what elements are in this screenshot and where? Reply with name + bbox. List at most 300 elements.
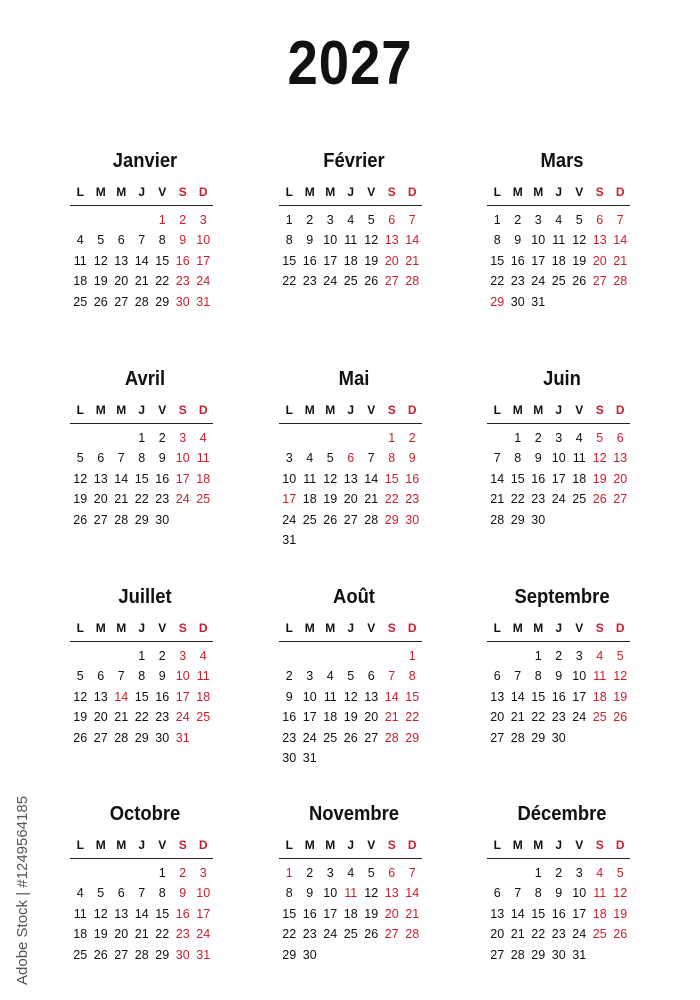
day-cell: 1 bbox=[408, 649, 416, 663]
day-cell: 27 bbox=[93, 512, 108, 527]
day-cell: 3 bbox=[534, 213, 542, 227]
day-cell: 8 bbox=[158, 233, 166, 248]
day-cell: 6 bbox=[97, 451, 105, 466]
day-cell: 28 bbox=[510, 730, 525, 745]
day-cell: 9 bbox=[555, 669, 563, 684]
day-cell: 12 bbox=[93, 906, 108, 921]
weekday-label: V bbox=[158, 838, 167, 852]
day-cell: 23 bbox=[302, 927, 317, 942]
day-cell: 10 bbox=[302, 689, 317, 704]
day-cell: 6 bbox=[388, 866, 396, 880]
header-divider bbox=[70, 205, 213, 206]
empty-cell bbox=[111, 428, 132, 448]
day-cell: 16 bbox=[282, 710, 297, 725]
day-cell: 23 bbox=[510, 274, 525, 289]
day-cell: 8 bbox=[493, 233, 501, 248]
day-cell: 9 bbox=[306, 233, 314, 248]
month-name: Novembre bbox=[309, 803, 399, 825]
day-cell: 17 bbox=[572, 906, 587, 921]
day-cell: 21 bbox=[384, 710, 399, 725]
day-cell: 28 bbox=[405, 927, 420, 942]
day-cell: 27 bbox=[592, 274, 607, 289]
day-cell: 3 bbox=[575, 866, 583, 880]
weekday-label: D bbox=[407, 185, 417, 199]
day-cell: 24 bbox=[282, 512, 297, 527]
month-name: Mars bbox=[540, 150, 584, 172]
weekday-header bbox=[279, 184, 429, 200]
day-cell: 10 bbox=[175, 451, 190, 466]
weekday-label: M bbox=[95, 621, 106, 635]
stock-credit bbox=[14, 755, 30, 985]
day-grid bbox=[487, 863, 631, 965]
day-cell: 23 bbox=[155, 710, 170, 725]
day-cell: 7 bbox=[367, 451, 375, 466]
weekday-label: M bbox=[304, 403, 315, 417]
day-cell: 14 bbox=[613, 233, 628, 248]
weekday-label: M bbox=[325, 185, 336, 199]
day-cell: 25 bbox=[73, 294, 88, 309]
day-cell: 22 bbox=[531, 927, 546, 942]
year-title: 2027 bbox=[287, 29, 413, 98]
weekday-label: D bbox=[407, 403, 417, 417]
day-cell: 5 bbox=[367, 866, 375, 880]
day-cell: 6 bbox=[493, 886, 501, 901]
empty-cell bbox=[91, 646, 112, 666]
weekday-label: M bbox=[512, 185, 523, 199]
day-cell: 21 bbox=[405, 906, 420, 921]
day-cell: 30 bbox=[282, 750, 297, 765]
day-cell: 20 bbox=[343, 492, 358, 507]
day-cell: 16 bbox=[405, 471, 420, 486]
day-cell: 11 bbox=[73, 253, 87, 268]
weekday-label: L bbox=[76, 838, 84, 852]
day-cell: 26 bbox=[93, 947, 108, 962]
day-cell: 26 bbox=[343, 730, 358, 745]
day-cell: 25 bbox=[343, 927, 358, 942]
day-cell: 23 bbox=[175, 274, 190, 289]
day-cell: 14 bbox=[114, 471, 129, 486]
day-cell: 21 bbox=[510, 927, 525, 942]
day-cell: 8 bbox=[138, 451, 146, 466]
weekday-label: J bbox=[138, 403, 146, 417]
day-cell: 16 bbox=[155, 471, 170, 486]
day-cell: 13 bbox=[93, 471, 108, 486]
day-cell: 10 bbox=[175, 669, 190, 684]
weekday-header bbox=[279, 620, 429, 636]
day-cell: 7 bbox=[616, 213, 624, 227]
day-cell: 15 bbox=[531, 689, 546, 704]
day-grid bbox=[70, 428, 214, 530]
weekday-label: M bbox=[533, 403, 544, 417]
day-cell: 4 bbox=[347, 213, 355, 227]
day-cell: 19 bbox=[343, 710, 358, 725]
day-cell: 24 bbox=[572, 927, 587, 942]
day-cell: 11 bbox=[344, 886, 358, 901]
day-cell: 7 bbox=[514, 669, 522, 684]
weekday-label: V bbox=[367, 621, 376, 635]
day-cell: 18 bbox=[592, 689, 607, 704]
day-cell: 26 bbox=[364, 927, 379, 942]
day-cell: 1 bbox=[388, 431, 396, 445]
weekday-label: M bbox=[533, 185, 544, 199]
day-cell: 23 bbox=[405, 492, 420, 507]
day-cell: 4 bbox=[76, 886, 84, 901]
day-cell: 23 bbox=[551, 927, 566, 942]
day-cell: 22 bbox=[282, 274, 297, 289]
empty-cell bbox=[111, 863, 132, 883]
day-cell: 20 bbox=[114, 274, 129, 289]
day-cell: 23 bbox=[175, 927, 190, 942]
day-cell: 20 bbox=[490, 927, 505, 942]
month-name: Juillet bbox=[118, 586, 172, 608]
month-block bbox=[70, 148, 220, 312]
day-cell: 20 bbox=[93, 492, 108, 507]
month-block bbox=[487, 148, 637, 312]
day-cell: 13 bbox=[384, 233, 399, 248]
day-cell: 19 bbox=[73, 492, 88, 507]
day-cell: 23 bbox=[155, 492, 170, 507]
day-cell: 15 bbox=[384, 471, 399, 486]
weekday-label: M bbox=[95, 838, 106, 852]
weekday-label: D bbox=[198, 838, 208, 852]
day-cell: 27 bbox=[114, 947, 129, 962]
weekday-label: S bbox=[595, 185, 604, 199]
day-cell: 2 bbox=[514, 213, 522, 227]
day-cell: 30 bbox=[175, 294, 190, 309]
day-cell: 7 bbox=[117, 451, 125, 466]
day-cell: 5 bbox=[616, 649, 624, 663]
empty-cell bbox=[487, 863, 508, 883]
day-cell: 7 bbox=[408, 213, 416, 227]
weekday-label: M bbox=[304, 185, 315, 199]
day-cell: 8 bbox=[534, 669, 542, 684]
weekday-label: L bbox=[493, 621, 501, 635]
day-cell: 1 bbox=[493, 213, 501, 227]
day-cell: 9 bbox=[179, 886, 187, 901]
empty-cell bbox=[320, 428, 341, 448]
day-cell: 2 bbox=[534, 431, 542, 445]
day-cell: 26 bbox=[613, 927, 628, 942]
day-cell: 24 bbox=[302, 730, 317, 745]
weekday-label: J bbox=[555, 838, 563, 852]
day-cell: 1 bbox=[138, 649, 146, 663]
header-divider bbox=[279, 858, 422, 859]
day-cell: 29 bbox=[134, 730, 149, 745]
day-cell: 27 bbox=[93, 730, 108, 745]
weekday-label: D bbox=[407, 621, 417, 635]
day-cell: 29 bbox=[384, 512, 399, 527]
day-cell: 3 bbox=[555, 431, 563, 445]
day-cell: 30 bbox=[510, 294, 525, 309]
day-cell: 22 bbox=[155, 274, 170, 289]
day-cell: 13 bbox=[613, 451, 628, 466]
weekday-label: S bbox=[387, 621, 396, 635]
day-cell: 3 bbox=[326, 213, 334, 227]
day-cell: 31 bbox=[196, 294, 211, 309]
weekday-label: D bbox=[407, 838, 417, 852]
day-cell: 3 bbox=[199, 866, 207, 880]
day-cell: 19 bbox=[613, 689, 628, 704]
weekday-label: L bbox=[76, 185, 84, 199]
day-cell: 5 bbox=[575, 213, 583, 227]
day-cell: 11 bbox=[196, 669, 210, 684]
weekday-label: J bbox=[555, 185, 563, 199]
header-divider bbox=[279, 205, 422, 206]
day-cell: 11 bbox=[593, 669, 607, 684]
day-cell: 10 bbox=[196, 886, 211, 901]
weekday-label: S bbox=[387, 403, 396, 417]
weekday-label: M bbox=[116, 838, 127, 852]
weekday-label: S bbox=[595, 403, 604, 417]
day-cell: 18 bbox=[196, 689, 211, 704]
day-cell: 12 bbox=[323, 471, 338, 486]
weekday-label: L bbox=[76, 621, 84, 635]
day-cell: 9 bbox=[285, 689, 293, 704]
day-cell: 4 bbox=[575, 431, 583, 445]
day-cell: 25 bbox=[572, 492, 587, 507]
day-cell: 20 bbox=[93, 710, 108, 725]
month-block bbox=[279, 148, 429, 292]
weekday-label: M bbox=[325, 403, 336, 417]
day-cell: 20 bbox=[490, 710, 505, 725]
day-cell: 18 bbox=[73, 274, 88, 289]
weekday-label: J bbox=[347, 621, 355, 635]
day-cell: 31 bbox=[572, 947, 587, 962]
day-cell: 28 bbox=[134, 947, 149, 962]
day-cell: 13 bbox=[592, 233, 607, 248]
day-grid bbox=[279, 210, 423, 292]
day-cell: 1 bbox=[285, 213, 293, 227]
day-cell: 19 bbox=[364, 253, 379, 268]
empty-cell bbox=[300, 646, 321, 666]
day-cell: 10 bbox=[282, 471, 297, 486]
day-cell: 5 bbox=[367, 213, 375, 227]
day-cell: 28 bbox=[510, 947, 525, 962]
day-cell: 16 bbox=[302, 906, 317, 921]
day-cell: 4 bbox=[347, 866, 355, 880]
day-cell: 17 bbox=[302, 710, 317, 725]
day-cell: 22 bbox=[384, 492, 399, 507]
day-cell: 3 bbox=[179, 431, 187, 445]
day-cell: 30 bbox=[531, 512, 546, 527]
day-cell: 5 bbox=[596, 431, 604, 445]
day-cell: 19 bbox=[364, 906, 379, 921]
day-cell: 27 bbox=[343, 512, 358, 527]
day-cell: 28 bbox=[114, 512, 129, 527]
weekday-label: J bbox=[347, 403, 355, 417]
day-cell: 27 bbox=[613, 492, 628, 507]
weekday-label: S bbox=[595, 621, 604, 635]
weekday-header bbox=[70, 837, 220, 853]
day-cell: 6 bbox=[97, 669, 105, 684]
day-cell: 11 bbox=[196, 451, 210, 466]
day-cell: 23 bbox=[302, 274, 317, 289]
day-cell: 24 bbox=[323, 274, 338, 289]
day-cell: 18 bbox=[323, 710, 338, 725]
day-cell: 19 bbox=[323, 492, 338, 507]
weekday-label: M bbox=[533, 621, 544, 635]
month-name: Janvier bbox=[112, 150, 178, 172]
day-cell: 10 bbox=[323, 233, 338, 248]
day-cell: 10 bbox=[196, 233, 211, 248]
day-cell: 9 bbox=[158, 451, 166, 466]
empty-cell bbox=[91, 863, 112, 883]
day-cell: 14 bbox=[510, 689, 525, 704]
empty-cell bbox=[487, 428, 508, 448]
day-cell: 16 bbox=[155, 689, 170, 704]
weekday-label: D bbox=[615, 621, 625, 635]
day-cell: 19 bbox=[73, 710, 88, 725]
day-cell: 7 bbox=[408, 866, 416, 880]
weekday-header bbox=[487, 837, 637, 853]
day-cell: 24 bbox=[175, 710, 190, 725]
stock-credit-text: Adobe Stock | #1249564185 bbox=[14, 795, 31, 985]
day-cell: 26 bbox=[364, 274, 379, 289]
day-cell: 9 bbox=[534, 451, 542, 466]
day-grid bbox=[279, 428, 423, 550]
day-cell: 11 bbox=[344, 233, 358, 248]
weekday-label: S bbox=[178, 185, 187, 199]
day-cell: 14 bbox=[490, 471, 505, 486]
day-cell: 4 bbox=[596, 649, 604, 663]
day-cell: 28 bbox=[134, 294, 149, 309]
weekday-label: V bbox=[367, 838, 376, 852]
day-cell: 2 bbox=[306, 866, 314, 880]
day-cell: 10 bbox=[572, 886, 587, 901]
day-cell: 18 bbox=[196, 471, 211, 486]
day-cell: 17 bbox=[196, 253, 211, 268]
day-cell: 4 bbox=[306, 451, 314, 466]
weekday-label: M bbox=[533, 838, 544, 852]
day-cell: 15 bbox=[155, 906, 170, 921]
day-cell: 6 bbox=[616, 431, 624, 445]
weekday-label: M bbox=[95, 403, 106, 417]
weekday-label: V bbox=[158, 185, 167, 199]
day-cell: 12 bbox=[364, 886, 379, 901]
day-cell: 16 bbox=[175, 253, 190, 268]
day-grid bbox=[70, 863, 214, 965]
day-cell: 5 bbox=[616, 866, 624, 880]
empty-cell bbox=[70, 863, 91, 883]
weekday-label: M bbox=[512, 621, 523, 635]
day-cell: 27 bbox=[490, 947, 505, 962]
day-cell: 26 bbox=[572, 274, 587, 289]
day-cell: 19 bbox=[93, 927, 108, 942]
weekday-header bbox=[487, 184, 637, 200]
month-block bbox=[279, 366, 429, 550]
weekday-label: J bbox=[347, 838, 355, 852]
day-cell: 1 bbox=[534, 866, 542, 880]
day-cell: 10 bbox=[551, 451, 566, 466]
day-cell: 5 bbox=[97, 886, 105, 901]
weekday-label: M bbox=[116, 185, 127, 199]
weekday-label: L bbox=[285, 621, 293, 635]
day-cell: 25 bbox=[196, 710, 211, 725]
empty-cell bbox=[361, 646, 382, 666]
weekday-label: M bbox=[512, 838, 523, 852]
day-cell: 17 bbox=[175, 471, 190, 486]
day-cell: 5 bbox=[97, 233, 105, 248]
day-cell: 27 bbox=[490, 730, 505, 745]
weekday-header bbox=[487, 620, 637, 636]
weekday-label: V bbox=[575, 838, 584, 852]
day-cell: 22 bbox=[134, 492, 149, 507]
weekday-label: D bbox=[198, 403, 208, 417]
day-cell: 17 bbox=[323, 906, 338, 921]
day-cell: 8 bbox=[408, 669, 416, 684]
day-cell: 6 bbox=[347, 451, 355, 466]
day-cell: 9 bbox=[514, 233, 522, 248]
weekday-label: V bbox=[158, 621, 167, 635]
day-cell: 24 bbox=[572, 710, 587, 725]
month-block bbox=[487, 366, 637, 530]
empty-cell bbox=[487, 646, 508, 666]
day-cell: 27 bbox=[384, 274, 399, 289]
day-cell: 1 bbox=[285, 866, 293, 880]
empty-cell bbox=[341, 646, 362, 666]
day-cell: 12 bbox=[93, 253, 108, 268]
weekday-label: M bbox=[325, 621, 336, 635]
weekday-label: S bbox=[595, 838, 604, 852]
month-name: Septembre bbox=[514, 586, 610, 608]
day-cell: 11 bbox=[303, 471, 317, 486]
header-divider bbox=[279, 641, 422, 642]
day-cell: 29 bbox=[134, 512, 149, 527]
month-name: Octobre bbox=[109, 803, 181, 825]
day-cell: 3 bbox=[199, 213, 207, 227]
day-cell: 28 bbox=[384, 730, 399, 745]
day-cell: 25 bbox=[196, 492, 211, 507]
day-cell: 5 bbox=[326, 451, 334, 466]
day-cell: 26 bbox=[592, 492, 607, 507]
day-cell: 24 bbox=[551, 492, 566, 507]
header-divider bbox=[70, 423, 213, 424]
day-cell: 24 bbox=[196, 274, 211, 289]
day-cell: 8 bbox=[514, 451, 522, 466]
day-cell: 18 bbox=[592, 906, 607, 921]
day-cell: 11 bbox=[73, 906, 87, 921]
header-divider bbox=[70, 641, 213, 642]
day-cell: 3 bbox=[179, 649, 187, 663]
header-divider bbox=[487, 858, 630, 859]
day-cell: 2 bbox=[285, 669, 293, 684]
day-cell: 21 bbox=[490, 492, 505, 507]
day-cell: 3 bbox=[326, 866, 334, 880]
day-cell: 13 bbox=[343, 471, 358, 486]
day-cell: 17 bbox=[282, 492, 297, 507]
weekday-label: J bbox=[138, 185, 146, 199]
day-cell: 30 bbox=[551, 947, 566, 962]
weekday-label: L bbox=[285, 838, 293, 852]
day-cell: 7 bbox=[138, 886, 146, 901]
day-cell: 3 bbox=[285, 451, 293, 466]
month-name: Mai bbox=[338, 368, 370, 390]
weekday-label: D bbox=[615, 185, 625, 199]
day-cell: 12 bbox=[343, 689, 358, 704]
day-cell: 21 bbox=[114, 492, 129, 507]
day-cell: 8 bbox=[285, 886, 293, 901]
day-cell: 21 bbox=[510, 710, 525, 725]
day-cell: 4 bbox=[555, 213, 563, 227]
day-cell: 26 bbox=[613, 710, 628, 725]
day-cell: 15 bbox=[155, 253, 170, 268]
weekday-label: J bbox=[555, 621, 563, 635]
empty-cell bbox=[361, 428, 382, 448]
day-cell: 14 bbox=[384, 689, 399, 704]
day-cell: 3 bbox=[575, 649, 583, 663]
weekday-label: D bbox=[615, 403, 625, 417]
month-block bbox=[279, 584, 429, 768]
